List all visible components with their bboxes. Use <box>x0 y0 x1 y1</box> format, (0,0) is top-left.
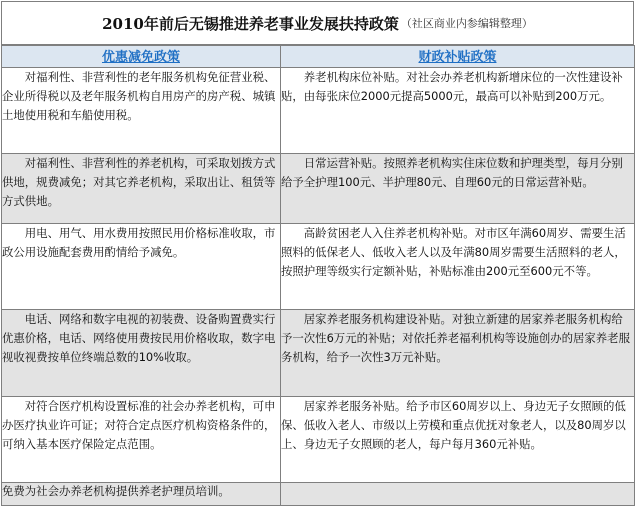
discount-policy-cell <box>2 224 281 310</box>
subsidy-policy-cell <box>281 224 635 310</box>
column-header-discount-label: 优惠减免政策 <box>101 50 180 65</box>
discount-policy-text: 对符合医疗机构设置标准的社会办养老机构，可申办医疗执业许可证；对符合定点医疗机构资格条件的，可纳入基本医疗保险定点范围。 <box>2 399 276 451</box>
column-header-subsidy-policy <box>281 46 635 68</box>
subsidy-policy-cell <box>281 154 635 224</box>
discount-policy-cell <box>2 154 281 224</box>
title-bar <box>1 1 634 45</box>
subsidy-policy-text: 养老机构床位补贴。对社会办养老机构新增床位的一次性建设补贴，由每张床位2000元提高5000元，最高可以补贴到200万元。 <box>281 70 623 103</box>
discount-policy-text: 对福利性、非营利性的养老机构，可采取划拨方式供地，规费减免；对其它养老机构，采取出让、租赁等方式供地。 <box>2 156 276 208</box>
policy-table <box>1 45 635 506</box>
table-row <box>2 397 635 483</box>
discount-policy-cell <box>2 68 281 154</box>
discount-policy-cell <box>2 310 281 397</box>
table-row <box>2 68 635 154</box>
subsidy-policy-cell <box>281 68 635 154</box>
discount-policy-text: 用电、用气、用水费用按照民用价格标准收取，市政公用设施配套费用酌情给予减免。 <box>2 226 276 259</box>
discount-policy-text: 电话、网络和数字电视的初装费、设备购置费实行优惠价格，电话、网络使用费按民用价格收取，数字电视收视费按单位终端总数的10%收取。 <box>2 312 276 364</box>
discount-policy-cell <box>2 483 281 506</box>
column-header-subsidy-label: 财政补贴政策 <box>418 50 497 65</box>
discount-policy-text: 对福利性、非营利性的老年服务机构免征营业税、企业所得税以及老年服务机构自用房产的房产税、城镇土地使用税和车船使用税。 <box>2 70 276 122</box>
table-row <box>2 310 635 397</box>
discount-policy-cell <box>2 397 281 483</box>
table-header-row <box>2 46 635 68</box>
discount-policy-text: 免费为社会办养老机构提供养老护理员培训。 <box>2 484 230 498</box>
policy-document <box>1 1 634 512</box>
column-header-discount-policy <box>2 46 281 68</box>
table-row <box>2 224 635 310</box>
table-row <box>2 154 635 224</box>
source-note: （社区商业内参编辑整理） <box>400 17 533 30</box>
subsidy-policy-cell <box>281 310 635 397</box>
subsidy-policy-text: 日常运营补贴。按照养老机构实住床位数和护理类型，每月分别给予全护理100元、半护理80元、自理60元的日常运营补贴。 <box>281 156 623 189</box>
document-title: 2010年前后无锡推进养老事业发展扶持政策 <box>102 14 399 33</box>
subsidy-policy-text: 居家养老服务补贴。给予市区60周岁以上、身边无子女照顾的低保、低收入老人、市级以上劳模和重点优抚对象老人，以及80周岁以上、身边无子女照顾的老人，每户每月360元补贴。 <box>281 399 626 451</box>
table-row <box>2 483 635 506</box>
subsidy-policy-cell <box>281 397 635 483</box>
subsidy-policy-text: 高龄贫困老人入住养老机构补贴。对市区年满60周岁、需要生活照料的低保老人、低收入老人以及年满80周岁需要生活照料的老人，按照护理等级实行定额补贴，补贴标准由200元至600元不等。 <box>281 226 626 278</box>
subsidy-policy-cell <box>281 483 635 506</box>
subsidy-policy-text: 居家养老服务机构建设补贴。对独立新建的居家养老服务机构给予一次性6万元的补贴；对依托养老福利机构等设施创办的居家养老服务机构，给予一次性3万元补贴。 <box>281 312 630 364</box>
